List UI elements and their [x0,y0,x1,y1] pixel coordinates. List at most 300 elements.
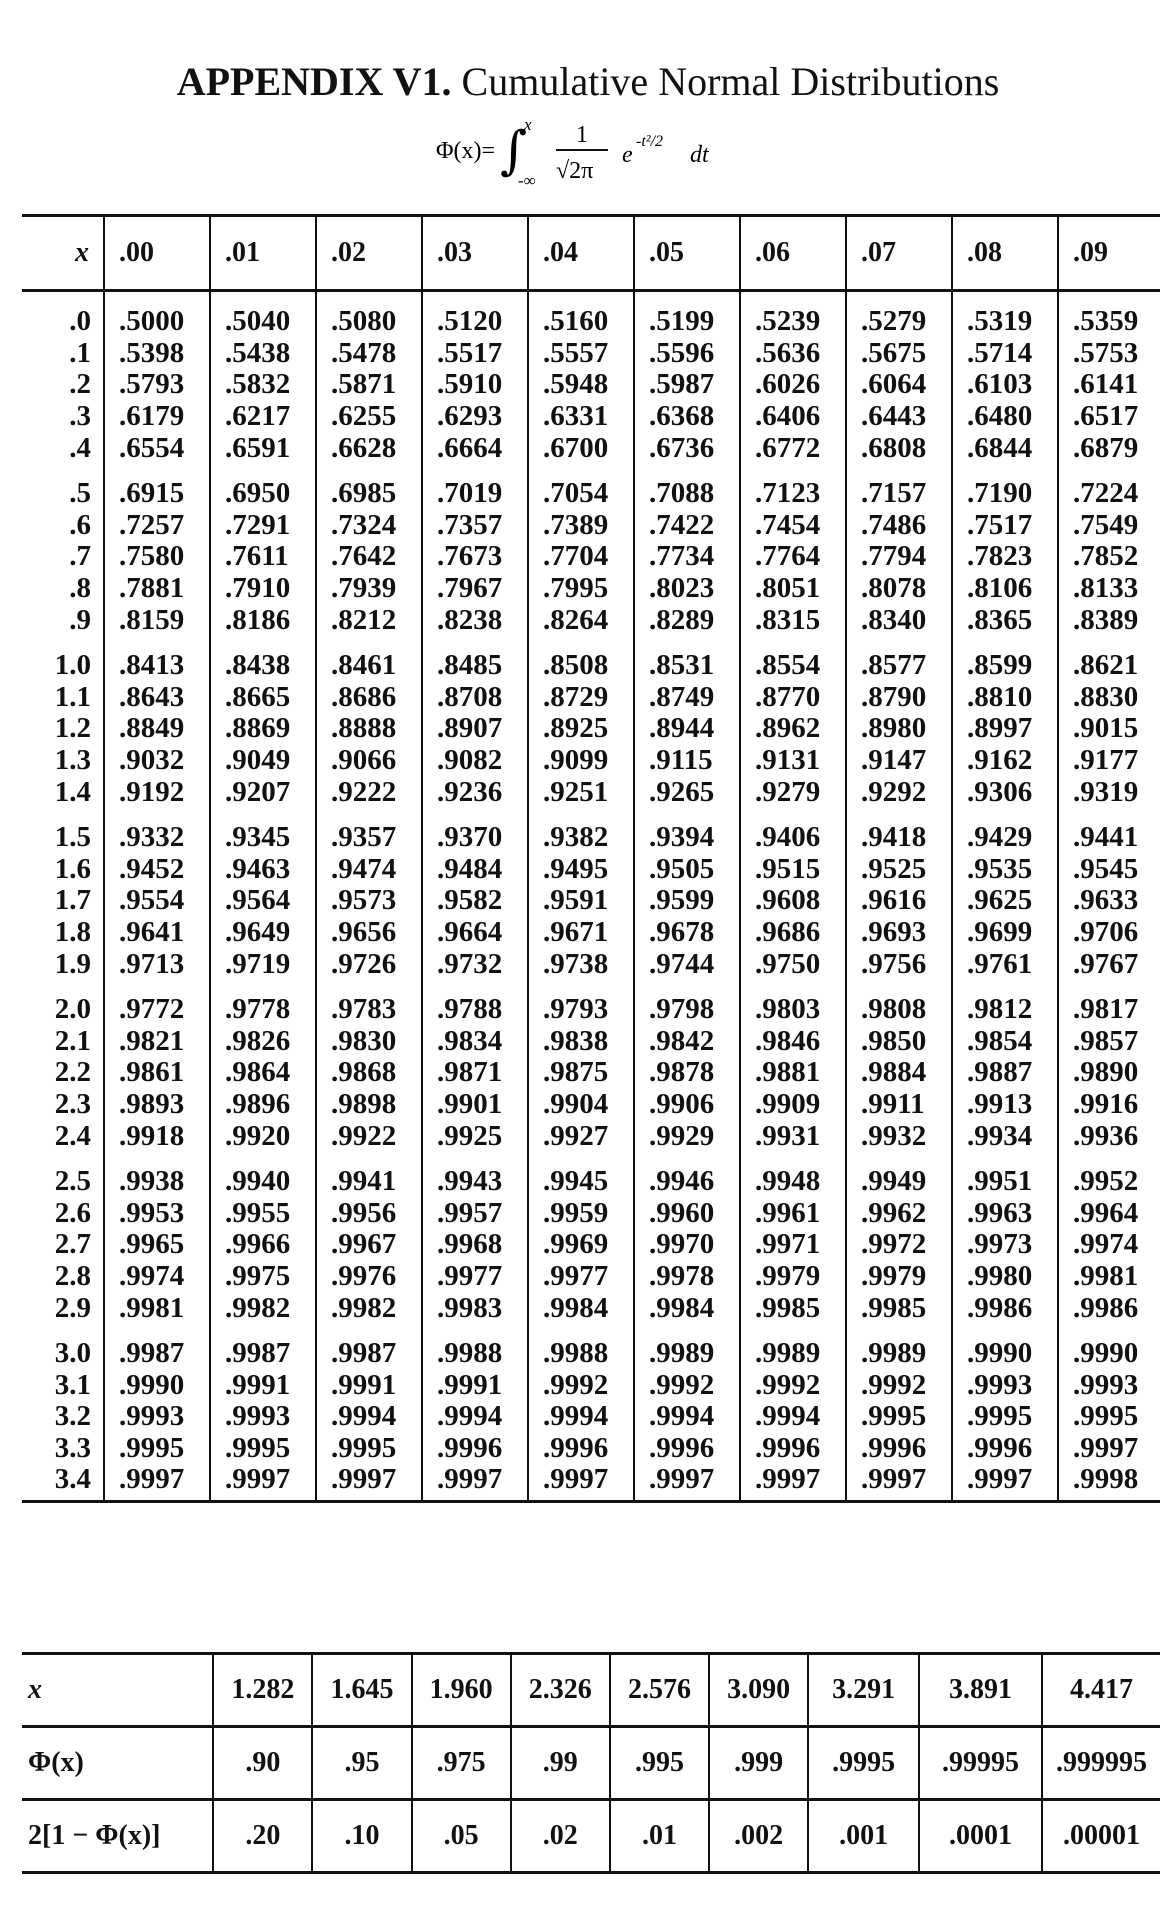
table-cell: .6772 [740,432,846,464]
row-x: .9 [69,603,91,636]
table-cell: .9995 [210,1433,316,1465]
table-cell: .9996 [740,1433,846,1465]
table-cell: .7324 [316,510,422,542]
table-cell: .9452 [104,854,210,886]
table-cell: .9633 [1058,885,1160,917]
critical-cell: .999 [709,1727,808,1800]
table-cell: .6443 [846,401,952,433]
table-cell: .6844 [952,432,1058,464]
table-cell: .8078 [846,573,952,605]
table-cell: .9162 [952,745,1058,777]
table-cell: .9778 [210,980,316,1026]
table-cell: .9989 [634,1324,740,1370]
critical-cell: .01 [610,1800,709,1873]
table-cell: .6026 [740,369,846,401]
table-cell: .9967 [316,1229,422,1261]
page-title [0,58,1176,105]
critical-cell: .9995 [808,1727,919,1800]
table-cell: .9803 [740,980,846,1026]
header-col: .03 [422,216,528,291]
table-cell: .9927 [528,1120,634,1152]
table-cell: .7517 [952,510,1058,542]
table-cell: .9936 [1058,1120,1160,1152]
table-cell: .9726 [316,948,422,980]
table-row [22,338,1160,370]
table-cell: .9997 [316,1464,422,1501]
table-cell: .9463 [210,854,316,886]
table-cell: .9750 [740,948,846,980]
table-cell: .8810 [952,682,1058,714]
table-cell: .9192 [104,776,210,808]
table-row [22,291,1160,338]
table-cell: .9713 [104,948,210,980]
table-cell: .6985 [316,464,422,510]
table-cell: .9953 [104,1197,210,1229]
critical-cell: 2.326 [511,1654,610,1727]
table-cell: .9616 [846,885,952,917]
table-cell: .9911 [846,1089,952,1121]
table-cell: .9990 [952,1324,1058,1370]
table-cell: .8186 [210,604,316,636]
table-cell: .5871 [316,369,422,401]
table-cell: .9222 [316,776,422,808]
table-cell: .9236 [422,776,528,808]
critical-cell: 2.576 [610,1654,709,1727]
critical-cell: .002 [709,1800,808,1873]
table-cell: .9265 [634,776,740,808]
table-cell: .8869 [210,713,316,745]
table-cell: .8708 [422,682,528,714]
row-x: 2.7 [54,1228,91,1261]
table-cell: .9995 [104,1433,210,1465]
table-cell: .9207 [210,776,316,808]
table-cell: .8340 [846,604,952,636]
table-cell: .9049 [210,745,316,777]
table-cell: .8438 [210,636,316,682]
table-cell: .9982 [210,1292,316,1324]
table-cell: .8365 [952,604,1058,636]
critical-cell: .975 [412,1727,511,1800]
critical-row-tail [22,1800,1160,1873]
table-cell: .9972 [846,1229,952,1261]
table-cell: .9929 [634,1120,740,1152]
row-x: .2 [69,368,91,401]
table-cell: .9656 [316,917,422,949]
table-cell: .9625 [952,885,1058,917]
title-appendix: APPENDIX V1. [176,59,452,104]
table-cell: .5359 [1058,291,1160,338]
table-cell: .9812 [952,980,1058,1026]
critical-cell: .05 [412,1800,511,1873]
table-row [22,1025,1160,1057]
table-cell: .9990 [1058,1324,1160,1370]
critical-cell: .999995 [1042,1727,1160,1800]
row-x: 1.0 [54,649,91,682]
table-cell: .9998 [1058,1464,1160,1501]
table-cell: .8508 [528,636,634,682]
table-cell: .9099 [528,745,634,777]
table-cell: .6141 [1058,369,1160,401]
title-text: Cumulative Normal Distributions [451,59,1000,104]
row-x: 3.4 [22,1464,104,1501]
table-cell: .6331 [528,401,634,433]
table-cell: .9875 [528,1057,634,1089]
row-x: 3.2 [54,1400,91,1433]
table-cell: .9292 [846,776,952,808]
table-cell: .6480 [952,401,1058,433]
table-row [22,1152,1160,1198]
table-row [22,604,1160,636]
table-cell: .9906 [634,1089,740,1121]
table-cell: .9838 [528,1025,634,1057]
table-cell: .9995 [316,1433,422,1465]
row-x: .5 [69,477,91,510]
table-cell: .9991 [210,1369,316,1401]
critical-cell: .02 [511,1800,610,1873]
table-cell: .9916 [1058,1089,1160,1121]
row-x: .6 [69,508,91,541]
table-cell: .7967 [422,573,528,605]
table-cell: .9756 [846,948,952,980]
table-cell: .9664 [422,917,528,949]
integral-sign: ∫ [500,121,528,181]
table-row [22,1089,1160,1121]
table-cell: .7611 [210,541,316,573]
table-cell: .9997 [740,1464,846,1501]
critical-cell: .0001 [919,1800,1042,1873]
critical-cell: .00001 [1042,1800,1160,1873]
table-cell: .9993 [1058,1369,1160,1401]
row-x: 2.1 [54,1024,91,1057]
header-col: .01 [210,216,316,291]
row-x: 2.4 [54,1119,91,1152]
header-col: .04 [528,216,634,291]
table-cell: .9984 [528,1292,634,1324]
table-cell: .9515 [740,854,846,886]
table-cell: .9957 [422,1197,528,1229]
table-cell: .9826 [210,1025,316,1057]
table-cell: .9979 [846,1261,952,1293]
table-cell: .9997 [1058,1433,1160,1465]
table-cell: .9909 [740,1089,846,1121]
table-cell: .9971 [740,1229,846,1261]
table-cell: .9830 [316,1025,422,1057]
table-cell: .7123 [740,464,846,510]
table-cell: .6950 [210,464,316,510]
critical-cell: .95 [312,1727,411,1800]
table-cell: .9974 [1058,1229,1160,1261]
table-cell: .9977 [528,1261,634,1293]
table-cell: .7224 [1058,464,1160,510]
header-col: .06 [740,216,846,291]
critical-cell: 1.645 [312,1654,411,1727]
table-cell: .5910 [422,369,528,401]
row-x: 2.2 [54,1056,91,1089]
table-cell: .5675 [846,338,952,370]
table-cell: .8485 [422,636,528,682]
table-cell: .8577 [846,636,952,682]
critical-cell: .995 [610,1727,709,1800]
table-cell: .9948 [740,1152,846,1198]
header-x: x [22,216,104,291]
table-cell: .8599 [952,636,1058,682]
table-cell: .7454 [740,510,846,542]
table-cell: .9988 [528,1324,634,1370]
table-row [22,573,1160,605]
table-cell: .7422 [634,510,740,542]
table-cell: .9881 [740,1057,846,1089]
table-cell: .9992 [528,1369,634,1401]
table-cell: .8238 [422,604,528,636]
table-cell: .9961 [740,1197,846,1229]
table-row [22,948,1160,980]
table-cell: .9767 [1058,948,1160,980]
table-cell: .8790 [846,682,952,714]
table-cell: .9901 [422,1089,528,1121]
table-cell: .6368 [634,401,740,433]
table-cell: .9744 [634,948,740,980]
row-x: .8 [69,572,91,605]
table-cell: .7995 [528,573,634,605]
table-cell: .9554 [104,885,210,917]
critical-cell: .001 [808,1800,919,1873]
row-x: 1.2 [54,712,91,745]
row-x: 2.9 [54,1291,91,1324]
table-cell: .7019 [422,464,528,510]
header-col: .00 [104,216,210,291]
table-cell: .9985 [846,1292,952,1324]
table-cell: .7734 [634,541,740,573]
table-cell: .9147 [846,745,952,777]
table-row [22,1197,1160,1229]
table-row [22,980,1160,1026]
table-cell: .9934 [952,1120,1058,1152]
table-cell: .7642 [316,541,422,573]
table-cell: .9955 [210,1197,316,1229]
table-cell: .7088 [634,464,740,510]
table-cell: .9973 [952,1229,1058,1261]
table-cell: .9997 [528,1464,634,1501]
table-cell: .9997 [846,1464,952,1501]
table-cell: .8289 [634,604,740,636]
table-cell: .9992 [740,1369,846,1401]
table-cell: .9995 [1058,1401,1160,1433]
table-cell: .9986 [1058,1292,1160,1324]
formula-upper-limit: x [524,115,532,134]
table-cell: .9418 [846,808,952,854]
table-cell: .8925 [528,713,634,745]
table-cell: .9474 [316,854,422,886]
table-cell: .6700 [528,432,634,464]
table-cell: .9772 [104,980,210,1026]
table-cell: .9573 [316,885,422,917]
table-cell: .7389 [528,510,634,542]
table-cell: .8051 [740,573,846,605]
table-cell: .9974 [104,1261,210,1293]
table-cell: .9963 [952,1197,1058,1229]
critical-cell: .20 [213,1800,312,1873]
table-cell: .9535 [952,854,1058,886]
table-cell: .9983 [422,1292,528,1324]
table-row [22,1261,1160,1293]
table-cell: .9345 [210,808,316,854]
table-row [22,636,1160,682]
table-cell: .9959 [528,1197,634,1229]
table-row [22,1369,1160,1401]
header-col: .07 [846,216,952,291]
row-x: 2.0 [54,993,91,1026]
row-x: .0 [69,305,91,338]
table-cell: .9032 [104,745,210,777]
table-cell: .8729 [528,682,634,714]
table-row [22,1229,1160,1261]
table-cell: .9591 [528,885,634,917]
table-cell: .9783 [316,980,422,1026]
row-x: 1.5 [54,821,91,854]
table-cell: .9991 [422,1369,528,1401]
table-cell: .9994 [316,1401,422,1433]
table-cell: .9678 [634,917,740,949]
table-cell: .9976 [316,1261,422,1293]
table-cell: .9922 [316,1120,422,1152]
table-cell: .9997 [104,1464,210,1501]
table-cell: .9788 [422,980,528,1026]
table-cell: .9960 [634,1197,740,1229]
table-cell: .5714 [952,338,1058,370]
table-cell: .9996 [528,1433,634,1465]
table-cell: .6915 [104,464,210,510]
table-cell: .5160 [528,291,634,338]
critical-row-label: x [22,1654,213,1727]
table-cell: .9978 [634,1261,740,1293]
table-cell: .9989 [846,1324,952,1370]
table-cell: .9996 [846,1433,952,1465]
table-cell: .9969 [528,1229,634,1261]
formula [0,112,1176,192]
table-cell: .9966 [210,1229,316,1261]
table-cell: .9931 [740,1120,846,1152]
table-cell: .9925 [422,1120,528,1152]
table-cell: .9545 [1058,854,1160,886]
table-cell: .9994 [528,1401,634,1433]
normal-table [22,214,1160,1503]
table-cell: .9793 [528,980,634,1026]
table-cell: .8888 [316,713,422,745]
table-cell: .9871 [422,1057,528,1089]
table-row [22,1057,1160,1089]
table-cell: .8686 [316,682,422,714]
table-cell: .9946 [634,1152,740,1198]
row-x: 2.5 [54,1165,91,1198]
table-cell: .8212 [316,604,422,636]
table-cell: .9306 [952,776,1058,808]
table-cell: .6179 [104,401,210,433]
row-x: 1.3 [54,744,91,777]
table-row [22,432,1160,464]
table-cell: .9990 [104,1369,210,1401]
table-cell: .8749 [634,682,740,714]
table-row [22,745,1160,777]
table-cell: .6628 [316,432,422,464]
table-cell: .9896 [210,1089,316,1121]
table-row [22,776,1160,808]
table-cell: .9994 [422,1401,528,1433]
table-cell: .9649 [210,917,316,949]
table-cell: .9878 [634,1057,740,1089]
table-cell: .9987 [210,1324,316,1370]
table-body [22,291,1160,1502]
row-x: 1.1 [54,680,91,713]
table-cell: .9332 [104,808,210,854]
table-cell: .9913 [952,1089,1058,1121]
critical-cell: .90 [213,1727,312,1800]
table-cell: .7704 [528,541,634,573]
table-cell: .6103 [952,369,1058,401]
row-x: 1.9 [54,947,91,980]
critical-cell: .99 [511,1727,610,1800]
critical-row-phi [22,1727,1160,1800]
table-cell: .9761 [952,948,1058,980]
table-cell: .9850 [846,1025,952,1057]
table-cell: .8461 [316,636,422,682]
table-cell: .8849 [104,713,210,745]
table-cell: .9641 [104,917,210,949]
formula-svg [428,112,748,192]
table-cell: .8665 [210,682,316,714]
table-row [22,885,1160,917]
table-row [22,1292,1160,1324]
table-cell: .9993 [952,1369,1058,1401]
table-cell: .9994 [740,1401,846,1433]
table-cell: .7190 [952,464,1058,510]
table-cell: .6217 [210,401,316,433]
table-cell: .9798 [634,980,740,1026]
table-cell: .8944 [634,713,740,745]
table-cell: .9394 [634,808,740,854]
table-cell: .9986 [952,1292,1058,1324]
table-cell: .9525 [846,854,952,886]
table-cell: .5040 [210,291,316,338]
header-col: .09 [1058,216,1160,291]
table-cell: .9854 [952,1025,1058,1057]
table-cell: .9861 [104,1057,210,1089]
formula-e: e [622,142,633,168]
table-cell: .5478 [316,338,422,370]
table-cell: .7910 [210,573,316,605]
table-cell: .9993 [104,1401,210,1433]
table-cell: .5279 [846,291,952,338]
table-row [22,464,1160,510]
table-cell: .5987 [634,369,740,401]
table-cell: .9938 [104,1152,210,1198]
table-cell: .7823 [952,541,1058,573]
row-x: 1.4 [54,775,91,808]
table-cell: .7549 [1058,510,1160,542]
table-cell: .9564 [210,885,316,917]
table-cell: .8413 [104,636,210,682]
table-cell: .9941 [316,1152,422,1198]
table-cell: .6808 [846,432,952,464]
row-x: 2.6 [54,1196,91,1229]
table-cell: .9357 [316,808,422,854]
table-cell: .5199 [634,291,740,338]
table-cell: .9977 [422,1261,528,1293]
table-cell: .9382 [528,808,634,854]
table-cell: .9857 [1058,1025,1160,1057]
table-cell: .6255 [316,401,422,433]
table-cell: .9965 [104,1229,210,1261]
table-cell: .9982 [316,1292,422,1324]
